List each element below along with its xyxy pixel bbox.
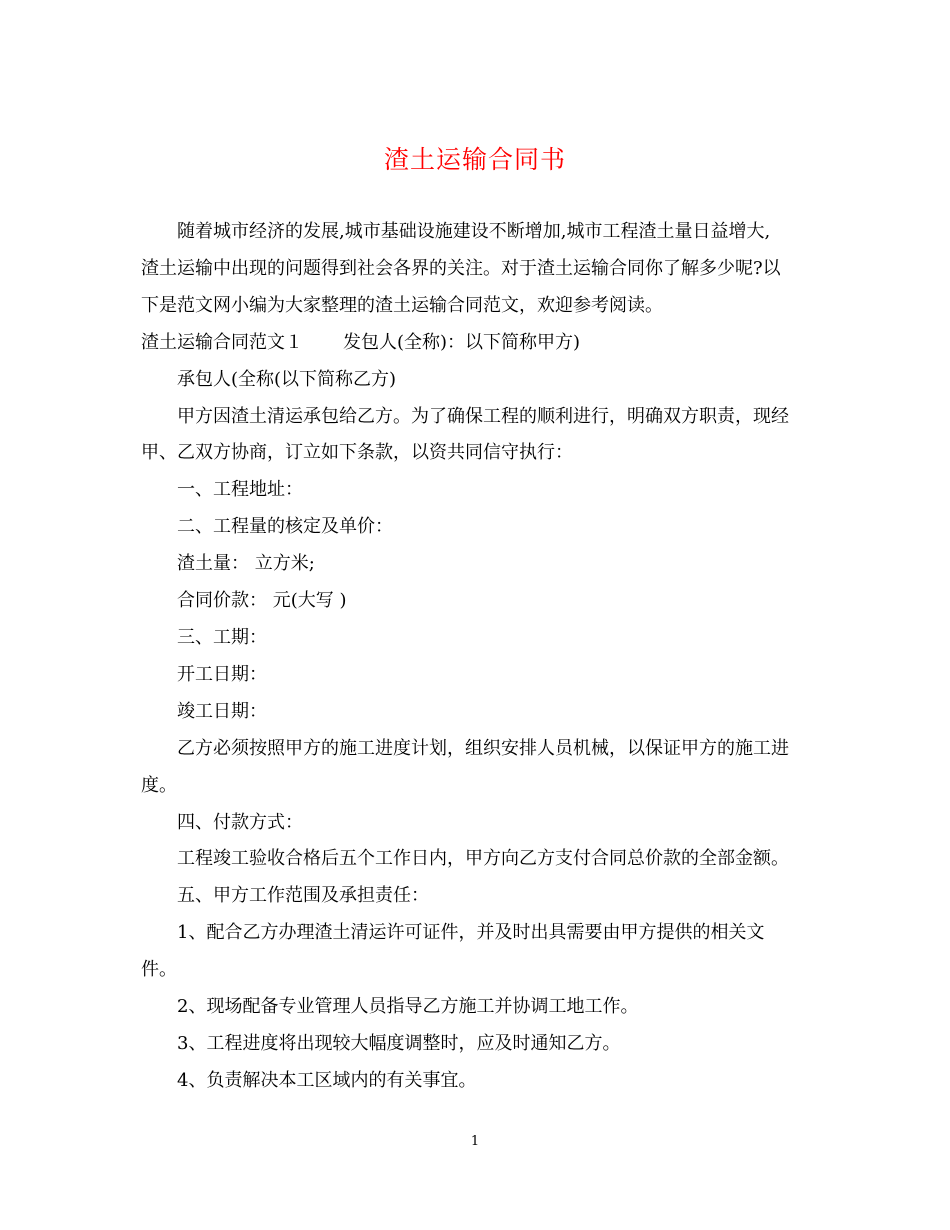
document-title: 渣土运输合同书 — [383, 145, 566, 174]
paragraph-line: 件。 — [141, 959, 177, 981]
paragraph-line: 下是范文网小编为大家整理的渣土运输合同范文，欢迎参考阅读。 — [141, 294, 663, 316]
paragraph-line: 2、现场配备专业管理人员指导乙方施工并协调工地工作。 — [177, 996, 639, 1018]
paragraph-line — [141, 325, 816, 362]
paragraph-line: 合同价款： 元(大写 ) — [177, 590, 347, 612]
party-a-line: 发包人(全称)：以下简称甲方) — [343, 331, 581, 353]
paragraph-line: 竣工日期： — [177, 700, 267, 722]
paragraph-line: 4、负责解决本工区域内的有关事宜。 — [177, 1069, 477, 1091]
paragraph-line: 渣土运输中出现的问题得到社会各界的关注。对于渣土运输合同你了解多少呢?以 — [141, 257, 781, 279]
paragraph-line: 四、付款方式： — [177, 811, 303, 833]
paragraph-line: 一、工程地址： — [177, 479, 303, 501]
paragraph-line: 甲、乙双方协商，订立如下条款，以资共同信守执行： — [141, 442, 573, 464]
paragraph-line: 五、甲方工作范围及承担责任： — [177, 885, 429, 907]
paragraph-line: 度。 — [141, 774, 177, 796]
paragraph-line: 渣土量： 立方米; — [177, 553, 315, 575]
paragraph-line: 乙方必须按照甲方的施工进度计划，组织安排人员机械，以保证甲方的施工进 — [177, 737, 789, 759]
document-body — [141, 214, 816, 1100]
paragraph-line: 甲方因渣土清运承包给乙方。为了确保工程的顺利进行，明确双方职责，现经 — [177, 405, 789, 427]
page-number: 1 — [470, 1134, 480, 1149]
section-heading: 渣土运输合同范文１ — [141, 331, 303, 353]
paragraph-line: 二、工程量的核定及单价： — [177, 516, 393, 538]
paragraph-line: 三、工期： — [177, 626, 267, 648]
paragraph-line: 1、配合乙方办理渣土清运许可证件，并及时出具需要由甲方提供的相关文 — [177, 922, 765, 944]
paragraph-line: 承包人(全称(以下简称乙方) — [177, 368, 397, 390]
paragraph-line: 随着城市经济的发展,城市基础设施建设不断增加,城市工程渣土量日益增大, — [177, 221, 771, 242]
paragraph-line: 开工日期： — [177, 663, 267, 685]
paragraph-line: 3、工程进度将出现较大幅度调整时，应及时通知乙方。 — [177, 1032, 621, 1054]
paragraph-line: 工程竣工验收合格后五个工作日内，甲方向乙方支付合同总价款的全部金额。 — [177, 848, 789, 870]
